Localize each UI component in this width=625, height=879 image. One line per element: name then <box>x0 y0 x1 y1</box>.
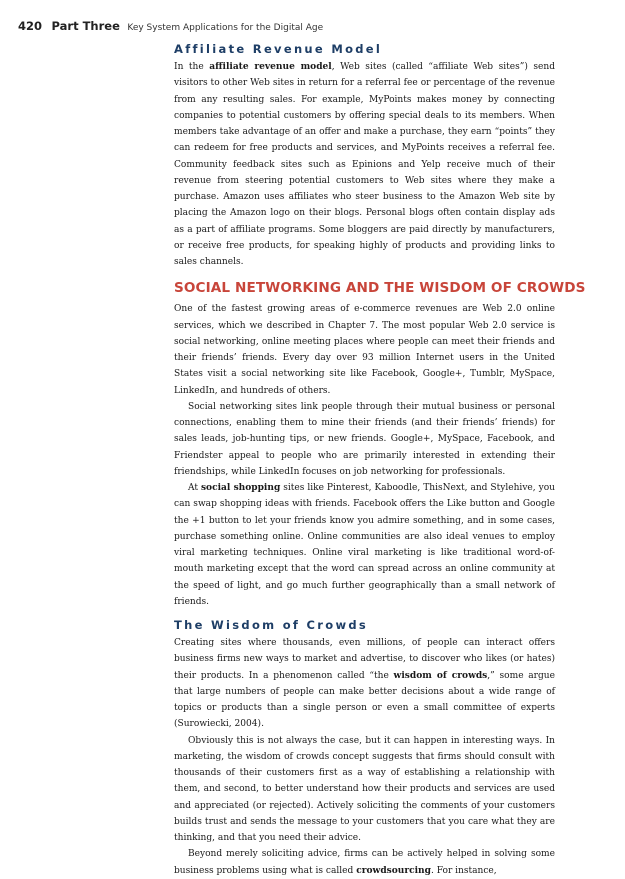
text-run: ,” some argue that large numbers of people can make better decisions about a wide range of topics or products than a single person or even a small committee of experts (Surowiecki, 2004). <box>174 670 555 730</box>
paragraph-social-2: Social networking sites link people through their mutual business or personal connections, enabling them to mine their friends (and their friends’ friends) for sales leads, job-hunting tips, or new friends. Google+, MySpace, Facebook, and Friendster appeal to people who are primarily interested in extending their friendships, while LinkedIn focuses on job networking for professionals. <box>174 401 555 477</box>
paragraph-wisdom-1 <box>174 635 555 733</box>
text-run: . For instance, <box>430 865 497 876</box>
key-term-wisdom-of-crowds: wisdom of crowds <box>393 670 488 681</box>
text-run: sites like Pinterest, Kaboodle, ThisNext, and Stylehive, you can swap shopping ideas with friends. Facebook offers the Like button and Google the +1 button to let your friends know you admire something, and in some cases, purchase something online. Online communities are also ideal venues to employ viral marketing techniques. Online viral marketing is like traditional word-of-mouth marketing except that the word can spread across an online community at the speed of light, and go much further geographically than a small network of friends. <box>174 483 555 607</box>
page-number: 420 <box>18 19 43 33</box>
key-term-social-shopping: social shopping <box>200 483 281 493</box>
paragraph-affiliate-1 <box>174 59 555 270</box>
text-run: , Web sites (called “affiliate Web sites”) send visitors to other Web sites in return for a referral fee or percentage of the revenue from any resulting sales. For example, MyPoints makes money by connecting companies to potential customers by offering special deals to its members. When members take advantage of an offer and make a purchase, they earn “points” they can redeem for free products and services, and MyPoints receives a referral fee. Community feedback sites such as Epinions and Yelp receive much of their revenue from steering potential customers to Web sites where they make a purchase. Amazon uses affiliates who steer business to the Amazon Web site by placing the Amazon logo on their blogs. Personal blogs often contain display ads as a part of affiliate programs. Some bloggers are paid directly by manufacturers, or receive free products, for speaking highly of products and providing links to sales channels. <box>174 62 556 267</box>
paragraph-wisdom-3 <box>174 846 555 879</box>
paragraph-social-3 <box>174 480 555 610</box>
text-run: Creating sites where thousands, even millions, of people can interact offers business firms new ways to market and advertise, to discover who likes (or hates) their products. In a phenomenon called “the <box>174 638 555 681</box>
paragraph-social-1: One of the fastest growing areas of e-commerce revenues are Web 2.0 online services, which we described in Chapter 7. The most popular Web 2.0 service is social networking, online meeting places where people can meet their friends and their friends’ friends. Every day over 93 million Internet users in the United States visit a social networking site like Facebook, Google+, Tumblr, MySpace, LinkedIn, and hundreds of others. <box>174 304 555 396</box>
paragraph-wisdom-2: Obviously this is not always the case, but it can happen in interesting ways. In marketing, the wisdom of crowds concept suggests that firms should consult with thousands of their customers first as a way of establishing a relationship with them, and second, to better understand how their products and services are used and appreciated (or rejected). Actively soliciting the comments of your customers builds trust and sends the message to your customers that you care what they are thinking, and that you need their advice. <box>174 735 555 843</box>
text-run: Beyond merely soliciting advice, firms can be actively helped in solving some business problems using what is called <box>174 849 555 876</box>
heading-affiliate-revenue-model: Affiliate Revenue Model <box>174 42 383 56</box>
running-head <box>18 19 323 33</box>
heading-wisdom-of-crowds: The Wisdom of Crowds <box>174 618 369 632</box>
key-term-affiliate-revenue-model: affiliate revenue model <box>209 62 332 72</box>
page-body <box>174 42 586 879</box>
text-run: In the <box>174 62 210 72</box>
heading-social-networking: SOCIAL NETWORKING AND THE WISDOM OF CROWDS <box>174 280 586 297</box>
key-term-crowdsourcing: crowdsourcing <box>356 865 431 876</box>
text-run: At <box>188 483 201 493</box>
part-label: Part Three <box>51 19 120 33</box>
book-title: Key System Applications for the Digital Age <box>127 23 324 33</box>
